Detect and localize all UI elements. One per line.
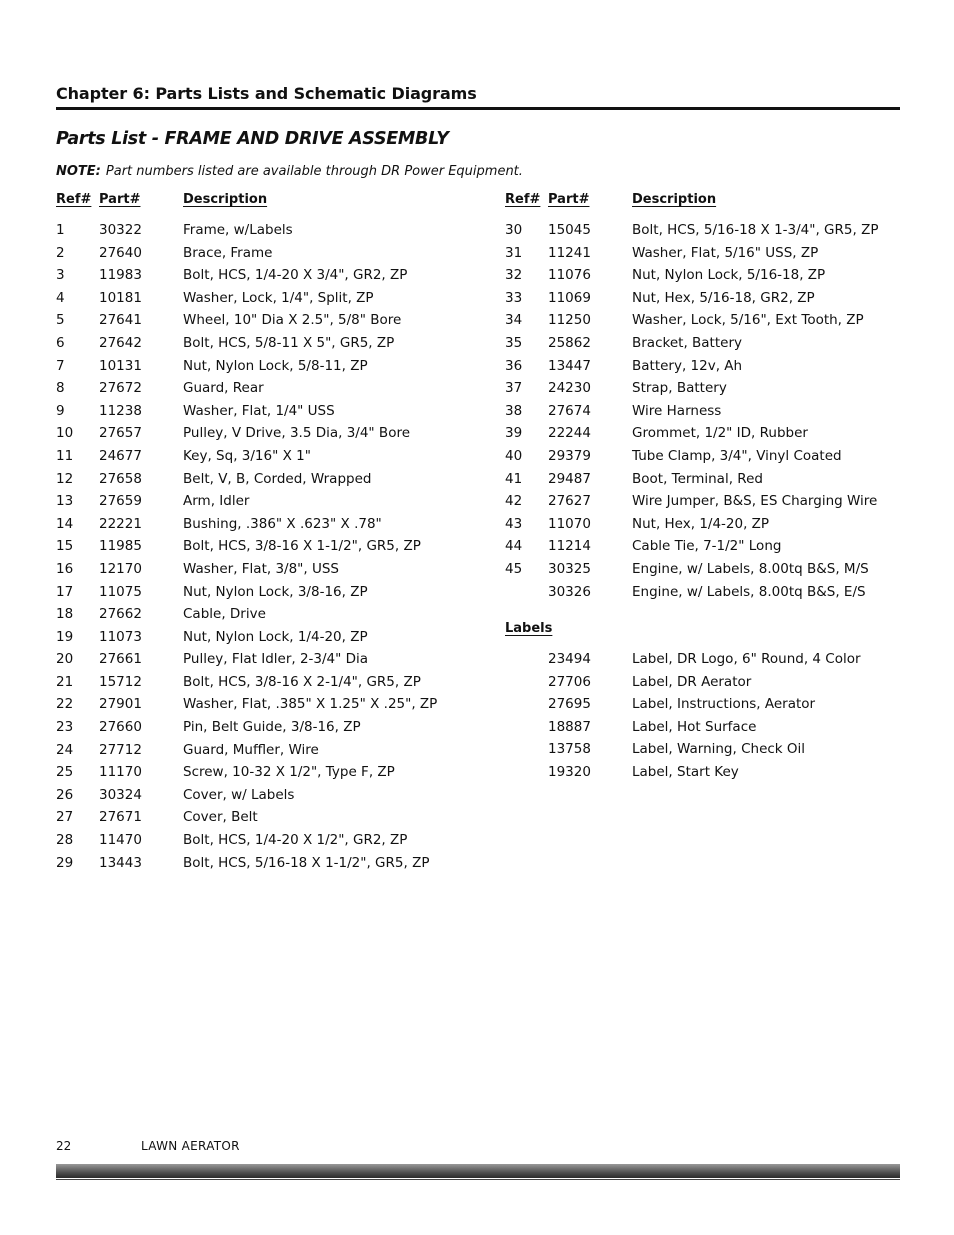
- table-row: [56, 742, 476, 765]
- part-cell: 27627: [548, 493, 591, 510]
- part-cell: 23494: [548, 651, 591, 667]
- ref-cell: 31: [505, 244, 523, 261]
- part-cell: 27660: [99, 719, 142, 736]
- table-row: [505, 538, 900, 561]
- ref-cell: 39: [505, 425, 523, 442]
- table-row: [505, 425, 900, 448]
- part-cell: 27712: [99, 741, 142, 758]
- part-cell: 24230: [548, 380, 591, 397]
- left-desc-header: Description: [183, 192, 268, 207]
- labels-heading: Labels: [505, 621, 553, 636]
- table-row: [56, 809, 476, 832]
- part-cell: 13447: [548, 357, 591, 374]
- ref-cell: 2: [56, 244, 65, 261]
- table-row: [56, 471, 476, 494]
- table-row: [56, 312, 476, 335]
- ref-cell: 35: [505, 334, 523, 351]
- description-cell: Strap, Battery: [632, 380, 727, 397]
- description-cell: Washer, Flat, 1/4" USS: [183, 402, 335, 419]
- table-row: [56, 832, 476, 855]
- table-row: [505, 290, 900, 313]
- table-row: [505, 493, 900, 516]
- description-cell: Nut, Nylon Lock, 1/4-20, ZP: [183, 628, 368, 645]
- description-cell: Washer, Flat, 3/8", USS: [183, 560, 339, 577]
- description-cell: Bushing, .386" X .623" X .78": [183, 515, 382, 532]
- table-row: [505, 674, 900, 697]
- ref-cell: 24: [56, 741, 74, 758]
- left-parts-list: [56, 222, 476, 877]
- table-row: [505, 245, 900, 268]
- part-cell: 11250: [548, 312, 591, 329]
- footer-bar: [56, 1164, 900, 1178]
- description-cell: Belt, V, B, Corded, Wrapped: [183, 470, 372, 487]
- part-cell: 12170: [99, 560, 142, 577]
- table-row: [56, 651, 476, 674]
- table-row: [56, 787, 476, 810]
- description-cell: Pulley, V Drive, 3.5 Dia, 3/4" Bore: [183, 425, 411, 442]
- part-cell: 27641: [99, 312, 142, 329]
- table-row: [56, 696, 476, 719]
- table-row: [56, 719, 476, 742]
- table-row: [56, 606, 476, 629]
- description-cell: Label, Warning, Check Oil: [632, 741, 806, 758]
- table-row: [505, 561, 900, 584]
- part-cell: 13758: [548, 741, 591, 758]
- ref-cell: 19: [56, 628, 74, 645]
- ref-cell: 1: [56, 222, 65, 238]
- part-cell: 11241: [548, 244, 591, 261]
- part-cell: 22221: [99, 515, 142, 532]
- description-cell: Nut, Hex, 1/4-20, ZP: [632, 515, 770, 532]
- ref-cell: 34: [505, 312, 523, 329]
- right-part-header: Part#: [548, 192, 590, 207]
- table-row: [56, 493, 476, 516]
- part-cell: 27671: [99, 809, 142, 826]
- description-cell: Cable, Drive: [183, 606, 266, 623]
- labels-list: [505, 651, 900, 787]
- ref-cell: 8: [56, 380, 65, 397]
- description-cell: Boot, Terminal, Red: [632, 470, 763, 487]
- page-title: Parts List - FRAME AND DRIVE ASSEMBLY: [56, 129, 449, 149]
- ref-cell: 29: [56, 854, 74, 871]
- ref-cell: 38: [505, 402, 523, 419]
- part-cell: 11238: [99, 402, 142, 419]
- part-cell: 27901: [99, 696, 142, 713]
- part-cell: 15045: [548, 222, 591, 238]
- description-cell: Wheel, 10" Dia X 2.5", 5/8" Bore: [183, 312, 402, 329]
- description-cell: Bolt, HCS, 5/8-11 X 5", GR5, ZP: [183, 334, 395, 351]
- footer-title: LAWN AERATOR: [141, 1139, 240, 1153]
- ref-cell: 33: [505, 289, 523, 306]
- ref-cell: 28: [56, 832, 74, 849]
- note-text: Part numbers listed are available through DR Power Equipment.: [105, 164, 523, 179]
- table-row: [505, 516, 900, 539]
- page-number: 22: [56, 1139, 72, 1153]
- note-label: NOTE:: [56, 164, 101, 179]
- table-row: [56, 538, 476, 561]
- table-row: [56, 358, 476, 381]
- ref-cell: 23: [56, 719, 74, 736]
- part-cell: 27659: [99, 493, 142, 510]
- ref-cell: 22: [56, 696, 74, 713]
- ref-cell: 7: [56, 357, 65, 374]
- part-cell: 11073: [99, 628, 142, 645]
- part-cell: 11985: [99, 538, 142, 555]
- part-cell: 11070: [548, 515, 591, 532]
- ref-cell: 3: [56, 267, 65, 284]
- table-row: [505, 267, 900, 290]
- part-cell: 11983: [99, 267, 142, 284]
- table-row: [505, 741, 900, 764]
- table-row: [505, 719, 900, 742]
- table-row: [56, 267, 476, 290]
- table-row: [56, 674, 476, 697]
- description-cell: Key, Sq, 3/16" X 1": [183, 447, 311, 464]
- part-cell: 11075: [99, 583, 142, 600]
- right-parts-list: [505, 222, 900, 606]
- ref-cell: 13: [56, 493, 74, 510]
- description-cell: Wire Jumper, B&S, ES Charging Wire: [632, 493, 878, 510]
- part-cell: 11170: [99, 764, 142, 781]
- table-row: [505, 584, 900, 607]
- ref-cell: 6: [56, 334, 65, 351]
- part-cell: 11069: [548, 289, 591, 306]
- ref-cell: 12: [56, 470, 74, 487]
- description-cell: Guard, Muffler, Wire: [183, 741, 319, 758]
- part-cell: 19320: [548, 763, 591, 780]
- note: [56, 164, 523, 179]
- ref-cell: 40: [505, 447, 523, 464]
- part-cell: 22244: [548, 425, 591, 442]
- part-cell: 30325: [548, 560, 591, 577]
- part-cell: 18887: [548, 718, 591, 735]
- left-part-header: Part#: [99, 192, 141, 207]
- ref-cell: 30: [505, 222, 523, 238]
- table-row: [56, 425, 476, 448]
- table-row: [505, 651, 900, 674]
- table-row: [56, 516, 476, 539]
- ref-cell: 14: [56, 515, 74, 532]
- chapter-heading: Chapter 6: Parts Lists and Schematic Diagrams: [56, 84, 477, 103]
- part-cell: 13443: [99, 854, 142, 871]
- table-row: [505, 448, 900, 471]
- table-row: [505, 403, 900, 426]
- chapter-divider: [56, 107, 900, 110]
- table-row: [56, 380, 476, 403]
- table-row: [56, 245, 476, 268]
- part-cell: 27657: [99, 425, 142, 442]
- description-cell: Tube Clamp, 3/4", Vinyl Coated: [632, 447, 842, 464]
- ref-cell: 44: [505, 538, 523, 555]
- table-row: [505, 222, 900, 245]
- description-cell: Bracket, Battery: [632, 334, 742, 351]
- left-ref-header: Ref#: [56, 192, 92, 207]
- description-cell: Screw, 10-32 X 1/2", Type F, ZP: [183, 764, 395, 781]
- description-cell: Bolt, HCS, 5/16-18 X 1-3/4", GR5, ZP: [632, 222, 879, 238]
- ref-cell: 43: [505, 515, 523, 532]
- description-cell: Washer, Flat, 5/16" USS, ZP: [632, 244, 819, 261]
- part-cell: 11214: [548, 538, 591, 555]
- part-cell: 27672: [99, 380, 142, 397]
- description-cell: Pulley, Flat Idler, 2-3/4" Dia: [183, 651, 369, 668]
- description-cell: Pin, Belt Guide, 3/8-16, ZP: [183, 719, 361, 736]
- table-row: [56, 584, 476, 607]
- description-cell: Bolt, HCS, 1/4-20 X 1/2", GR2, ZP: [183, 832, 408, 849]
- ref-cell: 18: [56, 606, 74, 623]
- part-cell: 29487: [548, 470, 591, 487]
- right-desc-header: Description: [632, 192, 717, 207]
- description-cell: Label, DR Logo, 6" Round, 4 Color: [632, 651, 861, 667]
- part-cell: 27706: [548, 673, 591, 690]
- description-cell: Battery, 12v, Ah: [632, 357, 743, 374]
- description-cell: Grommet, 1/2" ID, Rubber: [632, 425, 808, 442]
- ref-cell: 5: [56, 312, 65, 329]
- part-cell: 27661: [99, 651, 142, 668]
- right-ref-header: Ref#: [505, 192, 541, 207]
- ref-cell: 42: [505, 493, 523, 510]
- ref-cell: 37: [505, 380, 523, 397]
- ref-cell: 4: [56, 289, 65, 306]
- ref-cell: 17: [56, 583, 74, 600]
- table-row: [56, 629, 476, 652]
- description-cell: Washer, Lock, 5/16", Ext Tooth, ZP: [632, 312, 864, 329]
- part-cell: 27674: [548, 402, 591, 419]
- part-cell: 10181: [99, 289, 142, 306]
- ref-cell: 20: [56, 651, 74, 668]
- ref-cell: 26: [56, 786, 74, 803]
- description-cell: Engine, w/ Labels, 8.00tq B&S, M/S: [632, 560, 869, 577]
- description-cell: Cover, Belt: [183, 809, 258, 826]
- part-cell: 27640: [99, 244, 142, 261]
- table-row: [505, 380, 900, 403]
- description-cell: Brace, Frame: [183, 244, 273, 261]
- description-cell: Nut, Nylon Lock, 5/16-18, ZP: [632, 267, 826, 284]
- ref-cell: 10: [56, 425, 74, 442]
- part-cell: 11076: [548, 267, 591, 284]
- description-cell: Nut, Nylon Lock, 5/8-11, ZP: [183, 357, 368, 374]
- part-cell: 27662: [99, 606, 142, 623]
- description-cell: Engine, w/ Labels, 8.00tq B&S, E/S: [632, 583, 866, 600]
- ref-cell: 9: [56, 402, 65, 419]
- table-row: [56, 290, 476, 313]
- table-row: [505, 335, 900, 358]
- part-cell: 30324: [99, 786, 142, 803]
- part-cell: 15712: [99, 673, 142, 690]
- part-cell: 30326: [548, 583, 591, 600]
- table-row: [56, 448, 476, 471]
- description-cell: Nut, Nylon Lock, 3/8-16, ZP: [183, 583, 368, 600]
- part-cell: 24677: [99, 447, 142, 464]
- table-row: [56, 561, 476, 584]
- part-cell: 27658: [99, 470, 142, 487]
- part-cell: 11470: [99, 832, 142, 849]
- part-cell: 25862: [548, 334, 591, 351]
- description-cell: Label, Start Key: [632, 763, 739, 780]
- description-cell: Bolt, HCS, 3/8-16 X 1-1/2", GR5, ZP: [183, 538, 421, 555]
- table-row: [56, 222, 476, 245]
- description-cell: Frame, w/Labels: [183, 222, 293, 238]
- description-cell: Cover, w/ Labels: [183, 786, 295, 803]
- table-row: [505, 764, 900, 787]
- description-cell: Guard, Rear: [183, 380, 264, 397]
- description-cell: Label, Instructions, Aerator: [632, 696, 816, 713]
- description-cell: Bolt, HCS, 3/8-16 X 2-1/4", GR5, ZP: [183, 673, 421, 690]
- table-row: [505, 312, 900, 335]
- ref-cell: 25: [56, 764, 74, 781]
- description-cell: Washer, Flat, .385" X 1.25" X .25", ZP: [183, 696, 438, 713]
- description-cell: Bolt, HCS, 1/4-20 X 3/4", GR2, ZP: [183, 267, 408, 284]
- part-cell: 27642: [99, 334, 142, 351]
- ref-cell: 27: [56, 809, 74, 826]
- part-cell: 27695: [548, 696, 591, 713]
- ref-cell: 36: [505, 357, 523, 374]
- ref-cell: 21: [56, 673, 74, 690]
- description-cell: Bolt, HCS, 5/16-18 X 1-1/2", GR5, ZP: [183, 854, 430, 871]
- description-cell: Label, DR Aerator: [632, 673, 752, 690]
- ref-cell: 11: [56, 447, 74, 464]
- description-cell: Nut, Hex, 5/16-18, GR2, ZP: [632, 289, 815, 306]
- part-cell: 29379: [548, 447, 591, 464]
- table-row: [505, 358, 900, 381]
- description-cell: Label, Hot Surface: [632, 718, 757, 735]
- part-cell: 30322: [99, 222, 142, 238]
- table-row: [56, 335, 476, 358]
- description-cell: Arm, Idler: [183, 493, 250, 510]
- description-cell: Wire Harness: [632, 402, 722, 419]
- ref-cell: 41: [505, 470, 523, 487]
- table-row: [56, 855, 476, 878]
- description-cell: Washer, Lock, 1/4", Split, ZP: [183, 289, 374, 306]
- table-row: [505, 471, 900, 494]
- ref-cell: 15: [56, 538, 74, 555]
- ref-cell: 16: [56, 560, 74, 577]
- table-row: [56, 764, 476, 787]
- table-row: [505, 696, 900, 719]
- table-row: [56, 403, 476, 426]
- description-cell: Cable Tie, 7-1/2" Long: [632, 538, 782, 555]
- part-cell: 10131: [99, 357, 142, 374]
- ref-cell: 45: [505, 560, 523, 577]
- ref-cell: 32: [505, 267, 523, 284]
